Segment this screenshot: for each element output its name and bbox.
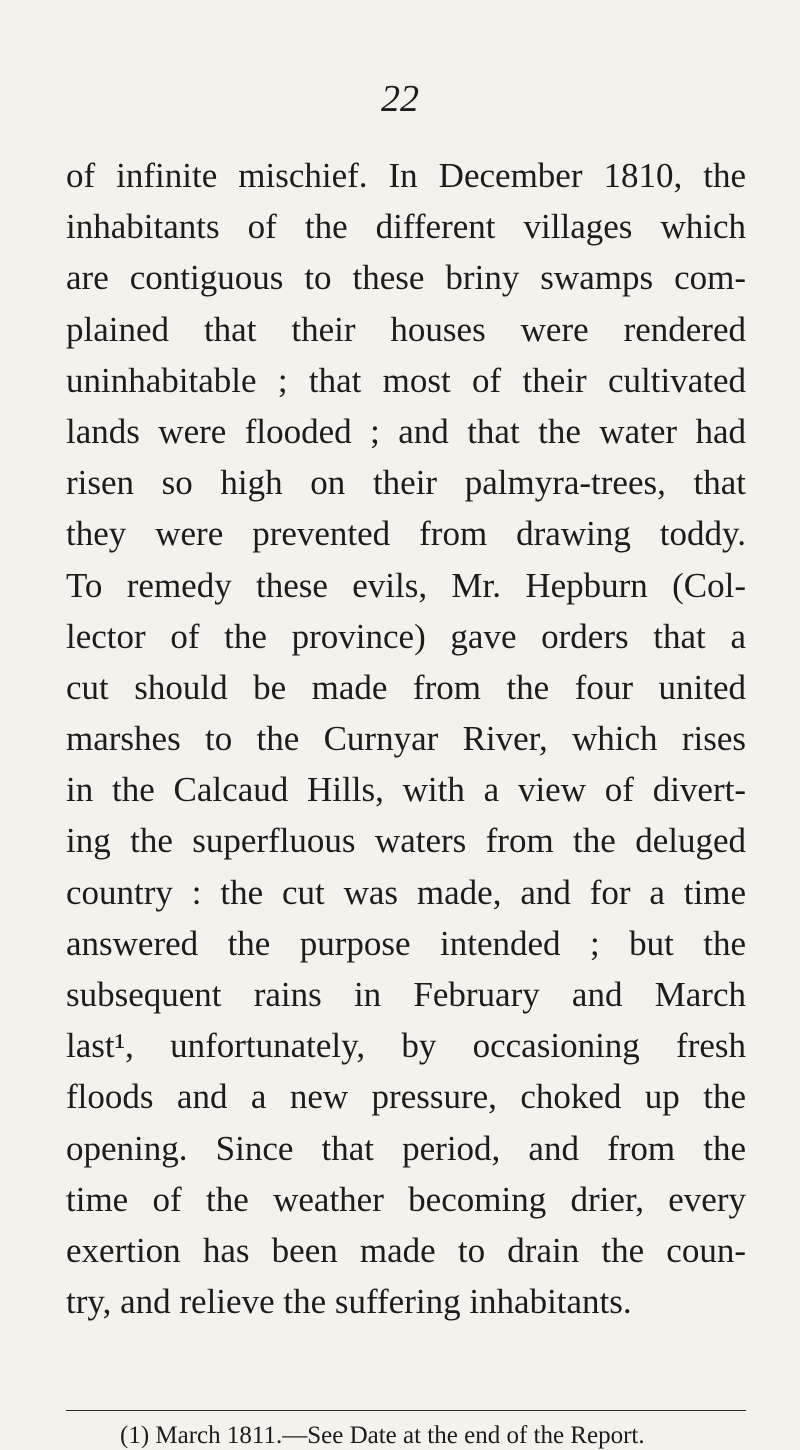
text-line: time of the weather becoming drier, every xyxy=(66,1179,746,1219)
text-line: ing the superfluous waters from the deluged xyxy=(66,821,746,861)
text-line: country : the cut was made, and for a time xyxy=(66,872,746,912)
text-line: plained that their houses were rendered xyxy=(66,309,746,349)
text-line: of infinite mischief. In December 1810, the xyxy=(66,156,746,195)
page-number: 22 xyxy=(381,78,419,120)
text-line: floods and a new pressure, choked up the xyxy=(66,1077,746,1117)
text-line: inhabitants of the different villages which xyxy=(66,207,746,247)
text-line: in the Calcaud Hills, with a view of divert- xyxy=(66,770,746,810)
text-line: try, and relieve the suffering inhabitants. xyxy=(66,1282,632,1322)
footnote-divider xyxy=(66,1410,746,1411)
text-line: uninhabitable ; that most of their cultivated xyxy=(66,360,746,400)
text-line: are contiguous to these briny swamps com- xyxy=(66,258,746,298)
text-line: marshes to the Curnyar River, which rises xyxy=(66,719,746,759)
text-line: subsequent rains in February and March xyxy=(66,975,746,1014)
footnote: (1) March 1811.—See Date at the end of the Report. xyxy=(120,1422,645,1449)
text-line: lector of the province) gave orders that a xyxy=(66,616,746,656)
text-line: risen so high on their palmyra-trees, that xyxy=(66,463,746,503)
body-text xyxy=(66,150,746,1327)
text-line: To remedy these evils, Mr. Hepburn (Col- xyxy=(66,565,746,605)
text-line: cut should be made from the four united xyxy=(66,667,746,707)
text-line: opening. Since that period, and from the xyxy=(66,1128,746,1168)
text-line: answered the purpose intended ; but the xyxy=(66,923,746,963)
text-line: lands were flooded ; and that the water had xyxy=(66,411,746,451)
text-line: exertion has been made to drain the coun- xyxy=(66,1230,746,1270)
text-line: they were prevented from drawing toddy. xyxy=(66,514,746,554)
text-line: last¹, unfortunately, by occasioning fresh xyxy=(66,1026,746,1066)
